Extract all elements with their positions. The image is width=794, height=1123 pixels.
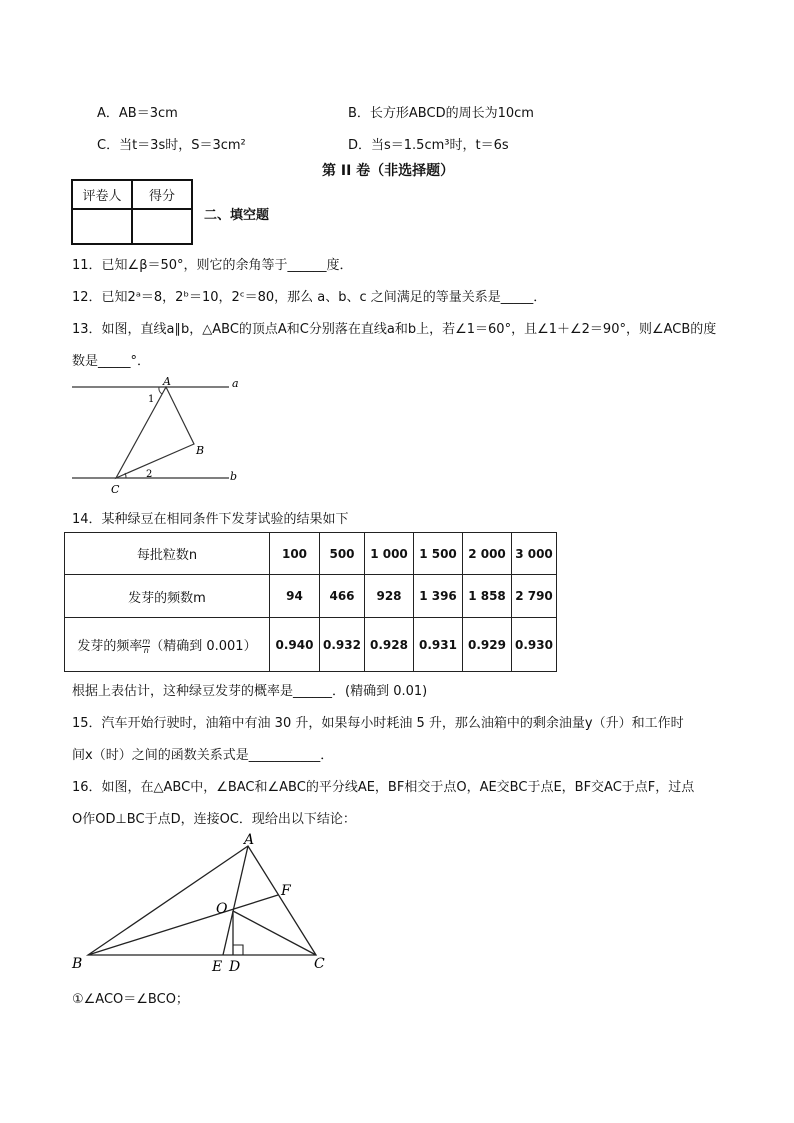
seed-cell: 2 000 xyxy=(463,533,512,575)
seed-row3-label xyxy=(65,618,270,672)
segment-oc xyxy=(233,911,316,955)
fraction-den: n xyxy=(143,645,149,655)
question-15-line2: 间x（时）之间的函数关系式是___________． xyxy=(72,748,334,763)
seed-row2-label: 发芽的频数m xyxy=(65,575,270,618)
seed-row3-label-pre: 发芽的频率 xyxy=(77,638,143,654)
label-O: O xyxy=(216,901,228,917)
seed-cell: 1 858 xyxy=(463,575,512,618)
seed-cell: 100 xyxy=(270,533,320,575)
seed-row1-label: 每批粒数n xyxy=(65,533,270,575)
label-C: C xyxy=(111,483,120,496)
angle-1-arc xyxy=(159,387,162,394)
label-angle-2: 2 xyxy=(146,469,153,480)
right-angle-mark xyxy=(233,945,243,955)
fraction-num: m xyxy=(142,636,151,646)
section-title: 第 II 卷（非选择题） xyxy=(322,163,455,179)
grader-header-score: 得分 xyxy=(132,180,192,209)
label-b: b xyxy=(230,470,238,483)
question-14: 14．某种绿豆在相同条件下发芽试验的结果如下 xyxy=(72,512,349,527)
option-a: A．AB＝3cm xyxy=(97,106,178,121)
seed-table xyxy=(64,532,557,672)
question-13-line1: 13．如图，直线a∥b，△ABC的顶点A和C分别落在直线a和b上，若∠1＝60°，且∠1＋∠2＝90°，则∠ACB的度 xyxy=(72,322,717,337)
label-angle-1: 1 xyxy=(148,394,155,405)
option-d: D．当s＝1.5cm³时，t＝6s xyxy=(348,138,509,153)
seed-cell: 1 396 xyxy=(414,575,463,618)
label-B: B xyxy=(196,444,205,457)
seed-cell: 0.932 xyxy=(320,618,365,672)
label-a: a xyxy=(232,377,239,390)
label-E: E xyxy=(212,959,223,975)
triangle-abc xyxy=(116,387,194,478)
seed-row3-label-post: （精确到 0.001） xyxy=(150,638,257,654)
seed-cell: 928 xyxy=(365,575,414,618)
label-B: B xyxy=(72,956,83,972)
question-11: 11．已知∠β＝50°，则它的余角等于______度． xyxy=(72,258,353,273)
question-12: 12．已知2ᵃ＝8，2ᵇ＝10，2ᶜ＝80，那么 a、b、c 之间满足的等量关系是_____． xyxy=(72,290,547,305)
question-13-line2: 数是_____°． xyxy=(72,354,151,369)
question-16-line1: 16．如图，在△ABC中，∠BAC和∠ABC的平分线AE，BF相交于点O，AE交BC于点E，BF交AC于点F，过点 xyxy=(72,780,695,795)
seed-cell: 466 xyxy=(320,575,365,618)
label-A: A xyxy=(244,833,255,848)
angle-2-arc xyxy=(125,473,126,478)
label-C: C xyxy=(314,956,325,972)
seed-cell: 2 790 xyxy=(512,575,557,618)
seed-cell: 1 500 xyxy=(414,533,463,575)
seed-cell: 3 000 xyxy=(512,533,557,575)
seed-cell: 0.930 xyxy=(512,618,557,672)
seed-cell: 0.928 xyxy=(365,618,414,672)
grader-cell-score[interactable] xyxy=(132,209,192,244)
grader-table xyxy=(71,179,193,245)
seed-cell: 0.940 xyxy=(270,618,320,672)
conclusion-1: ①∠ACO＝∠BCO； xyxy=(72,992,189,1007)
question-14-after: 根据上表估计，这种绿豆发芽的概率是______．(精确到 0.01) xyxy=(72,684,428,699)
seed-cell: 94 xyxy=(270,575,320,618)
figure-parallel-lines xyxy=(66,372,256,500)
figure-triangle-bisectors xyxy=(66,833,346,978)
label-A: A xyxy=(163,375,171,388)
seed-cell: 500 xyxy=(320,533,365,575)
grader-header-reviewer: 评卷人 xyxy=(72,180,132,209)
bisector-bf xyxy=(88,895,278,955)
seed-cell: 1 000 xyxy=(365,533,414,575)
seed-cell: 0.931 xyxy=(414,618,463,672)
grader-cell-reviewer[interactable] xyxy=(72,209,132,244)
label-D: D xyxy=(229,959,241,975)
question-16-line2: O作OD⊥BC于点D，连接OC．现给出以下结论： xyxy=(72,812,356,827)
option-c: C．当t＝3s时，S＝3cm² xyxy=(97,138,246,153)
seed-cell: 0.929 xyxy=(463,618,512,672)
triangle-abc xyxy=(88,846,316,955)
label-F: F xyxy=(281,883,291,899)
section-heading: 二、填空题 xyxy=(204,208,270,223)
question-15-line1: 15．汽车开始行驶时，油箱中有油 30 升，如果每小时耗油 5 升，那么油箱中的剩余油量y（升）和工作时 xyxy=(72,716,684,731)
option-b: B．长方形ABCD的周长为10cm xyxy=(348,106,534,121)
